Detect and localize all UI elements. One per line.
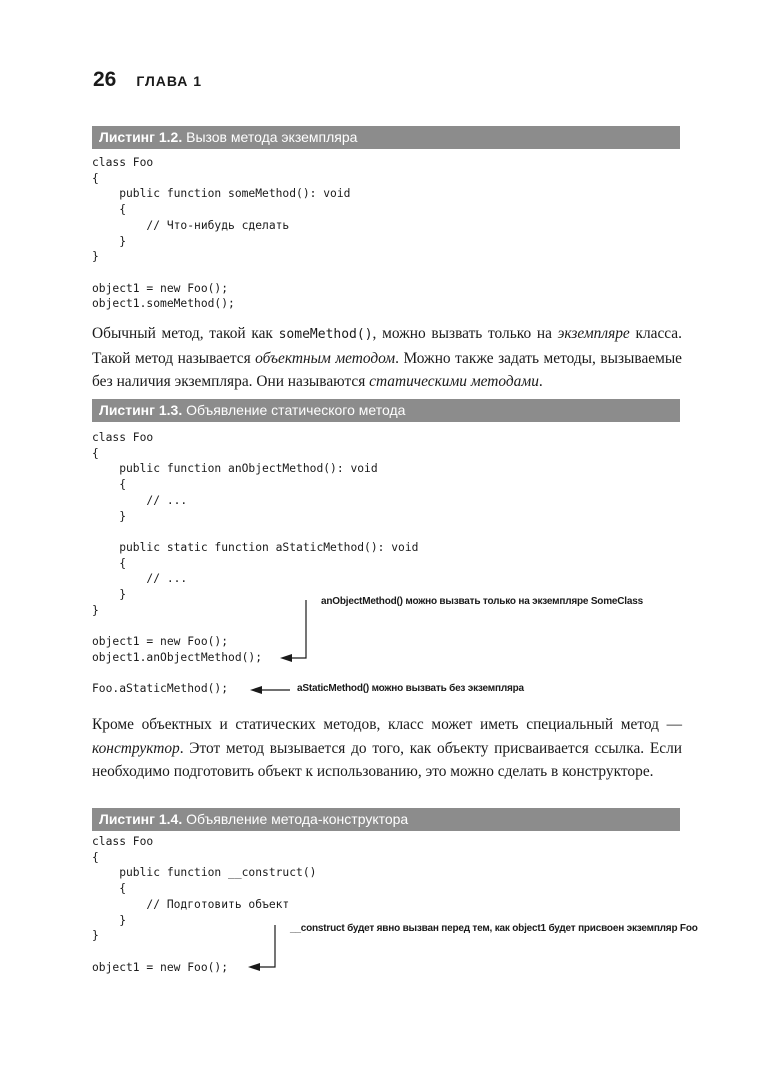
listing-1-2-title: Вызов метода экземпляра	[186, 129, 358, 145]
listing-1-4-title: Объявление метода-конструктора	[186, 811, 409, 827]
listing-1-2-label: Листинг 1.2.	[99, 129, 183, 145]
listing-1-4-label: Листинг 1.4.	[99, 811, 183, 827]
listing-1-4-code: class Foo { public function __construct() { // Подготовить объект } } object1 = new Foo();	[92, 835, 317, 974]
listing-1-4-annotation-1: __construct будет явно вызван перед тем, как object1 будет присвоен экземпляр Foo	[290, 923, 698, 934]
listing-1-3-label: Листинг 1.3.	[99, 402, 183, 418]
listing-1-2-code: class Foo { public function someMethod(): void { // Что-нибудь сделать } } object1 = new Foo(); object1.someMethod();	[92, 156, 351, 311]
arrow-head-object-method	[280, 654, 292, 662]
listing-1-3-code: class Foo { public function anObjectMethod(): void { // ... } public static function aStaticMethod(): void { // ... } } object1 = new Foo(); object1.anObjectMethod(); Foo.aStaticMethod();	[92, 431, 419, 696]
arrow-line-object-method	[291, 600, 306, 658]
chapter-title: ГЛАВА 1	[136, 73, 203, 89]
page-number: 26	[93, 68, 117, 91]
listing-1-3-title: Объявление статического метода	[186, 402, 406, 418]
arrow-head-construct	[248, 963, 260, 971]
arrow-head-static-method	[250, 686, 262, 694]
paragraph-1: Обычный метод, такой как someMethod(), можно вызвать только на экземпляре класса. Такой метод называется объектным методом. Можно также задать методы, вызываемые без наличия экземпляра. Они называются статическими методами.	[92, 325, 683, 391]
arrow-line-construct	[259, 925, 275, 967]
listing-1-3-annotation-2: aStaticMethod() можно вызвать без экземпляра	[297, 683, 524, 694]
paragraph-2: Кроме объектных и статических методов, класс может иметь специальный метод — конструктор. Этот метод вызывается до того, как объекту присваивается ссылка. Если необходимо подготовить объект к использованию, это можно сделать в конструкторе.	[92, 716, 682, 781]
listing-1-3-annotation-1: anObjectMethod() можно вызвать только на экземпляре SomeClass	[321, 596, 643, 607]
